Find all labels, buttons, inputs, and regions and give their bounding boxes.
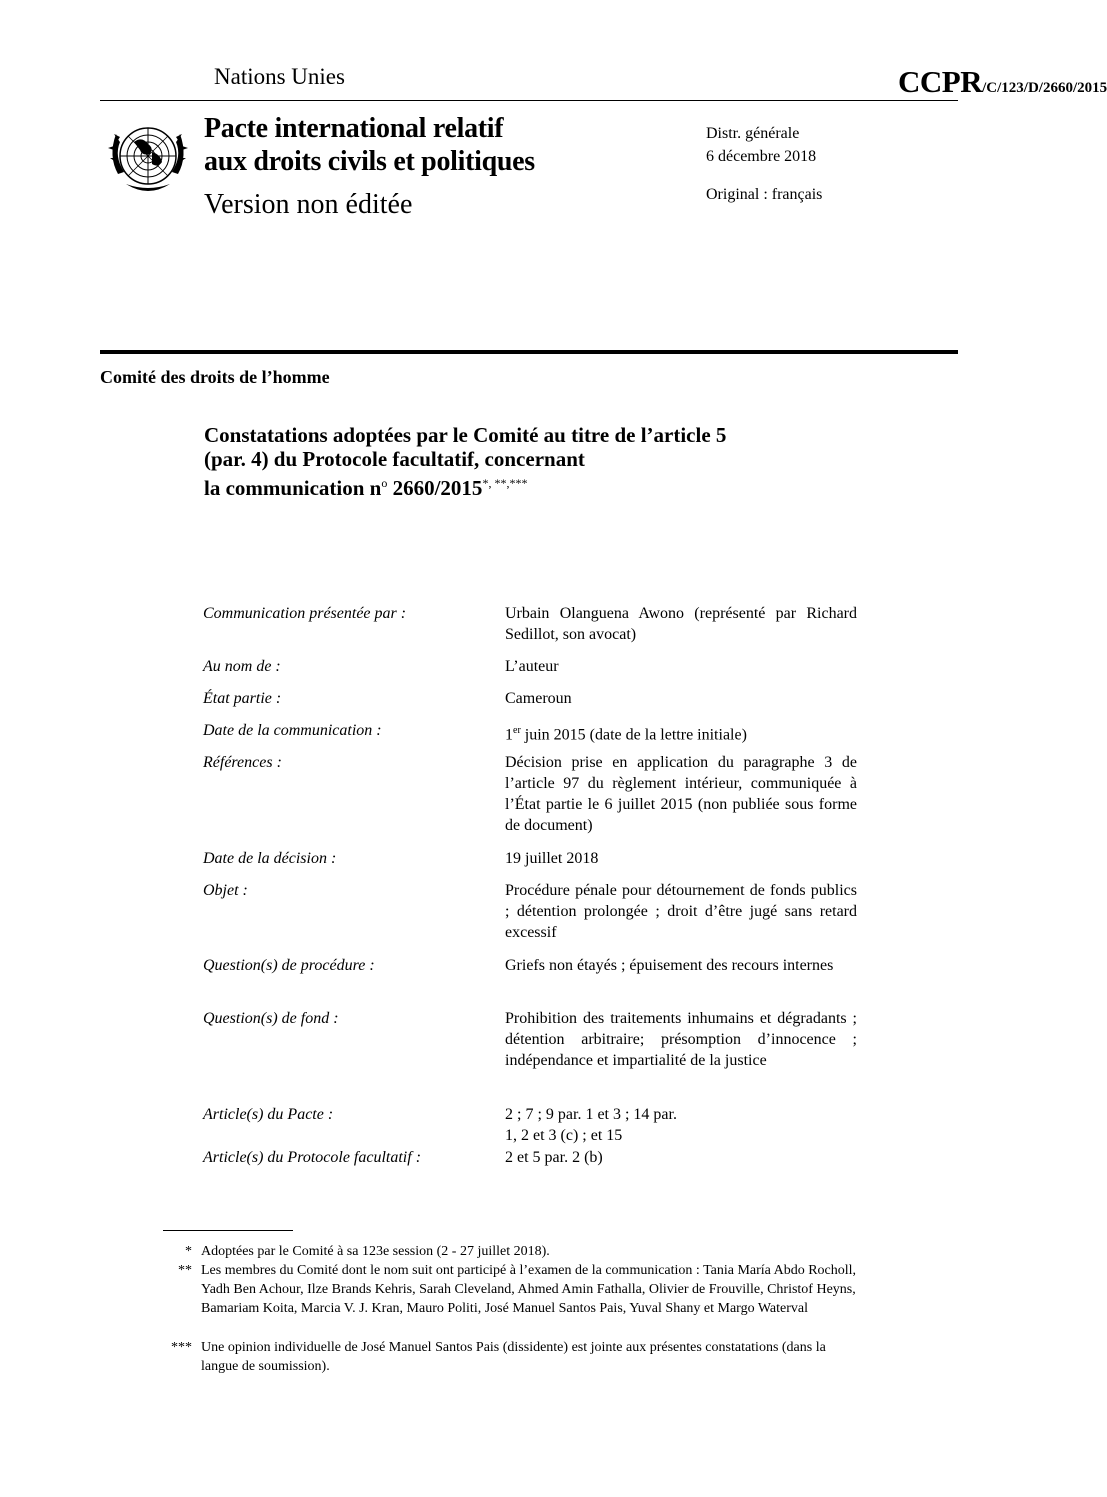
document-symbol: [898, 64, 1107, 100]
detail-label: État partie :: [203, 690, 282, 707]
title-line3-number: 2660/2015: [387, 476, 483, 500]
detail-label: Date de la décision :: [203, 850, 337, 867]
detail-value-line2: 1, 2 et 3 (c) ; et 15: [505, 1127, 623, 1144]
detail-value: Procédure pénale pour détournement de fonds publics ; détention prolongée ; droit d’être jugé sans retard excessif: [505, 882, 857, 941]
footnote-mark: ***: [171, 1340, 192, 1355]
title-line3-sup: o: [381, 476, 388, 490]
symbol-main: CCPR: [898, 64, 983, 99]
detail-value: Prohibition des traitements inhumains et dégradants ; détention arbitraire; présomption d’innocence ; indépendance et impartialité de la justice: [505, 1010, 857, 1069]
title-line3-prefix: la communication n: [204, 476, 382, 500]
symbol-suffix: /C/123/D/2660/2015: [982, 80, 1107, 96]
footnote-mark: **: [178, 1263, 192, 1278]
detail-value-sup: er: [513, 725, 521, 736]
instrument-title: [204, 112, 535, 178]
detail-label: Au nom de :: [203, 658, 281, 675]
footnote-mark: *: [185, 1244, 192, 1259]
detail-value: Décision prise en application du paragraphe 3 de l’article 97 du règlement intérieur, communiquée à l’État partie le 6 juillet 2015 (non publiée sous forme de document): [505, 754, 857, 834]
original-language: Original : français: [706, 186, 823, 203]
instrument-title-line2: aux droits civils et politiques: [204, 146, 535, 177]
header-divider: [100, 100, 958, 101]
section-divider: [100, 350, 958, 354]
detail-label: Article(s) du Protocole facultatif :: [203, 1149, 422, 1166]
un-emblem-icon: [104, 112, 192, 200]
detail-label: Article(s) du Pacte :: [203, 1106, 334, 1123]
detail-label: Question(s) de procédure :: [203, 957, 375, 974]
document-date: 6 décembre 2018: [706, 148, 817, 165]
title-line2: (par. 4) du Protocole facultatif, concernant: [204, 447, 585, 471]
detail-value: Griefs non étayés ; épuisement des recours internes: [505, 957, 834, 974]
footnote-text: Une opinion individuelle de José Manuel Santos Pais (dissidente) est jointe aux présentes constatations (dans la langue de soumission).: [201, 1340, 826, 1374]
title-line3: [204, 471, 884, 500]
detail-label: Références :: [203, 754, 282, 771]
detail-value: 2 et 5 par. 2 (b): [505, 1149, 603, 1166]
detail-value: Urbain Olanguena Awono (représenté par Richard Sedillot, son avocat): [505, 605, 857, 643]
instrument-title-line1: Pacte international relatif: [204, 113, 504, 144]
detail-value-text: juin 2015 (date de la lettre initiale): [520, 726, 747, 744]
distribution-label: Distr. générale: [706, 125, 800, 142]
committee-name: Comité des droits de l’homme: [100, 367, 330, 387]
document-title: [204, 423, 884, 500]
detail-value: [505, 1104, 857, 1146]
detail-value-line1: 2 ; 7 ; 9 par. 1 et 3 ; 14 par.: [505, 1106, 677, 1123]
detail-label: Communication présentée par :: [203, 605, 407, 622]
detail-label: Question(s) de fond :: [203, 1010, 339, 1027]
footnote-divider: [163, 1230, 293, 1231]
version-label: Version non éditée: [204, 189, 413, 220]
detail-label: Date de la communication :: [203, 722, 382, 739]
footnote-text: Adoptées par le Comité à sa 123e session (2 - 27 juillet 2018).: [201, 1244, 550, 1259]
distribution-block: [706, 122, 816, 168]
detail-value: L’auteur: [505, 658, 559, 675]
organization-name: Nations Unies: [214, 64, 345, 89]
title-footnote-marks: *, **,***: [482, 476, 528, 490]
detail-label: Objet :: [203, 882, 248, 899]
detail-value: [505, 720, 857, 745]
detail-value-prefix: 1: [505, 726, 513, 744]
detail-value: 19 juillet 2018: [505, 850, 599, 867]
detail-value: Cameroun: [505, 690, 572, 707]
title-line1: Constatations adoptées par le Comité au titre de l’article 5: [204, 423, 727, 447]
footnote-text: Les membres du Comité dont le nom suit ont participé à l’examen de la communication : Tania María Abdo Rocholl, Yadh Ben Achour, Ilze Brands Kehris, Sarah Cleveland, Ahmed Amin Fathalla, Olivier de Frouville, Christof Heyns, Bamariam Koita, Marcia V. J. Kran, Mauro Politi, José Manuel Santos Pais, Yuval Shany et Margo Waterval: [201, 1263, 857, 1316]
